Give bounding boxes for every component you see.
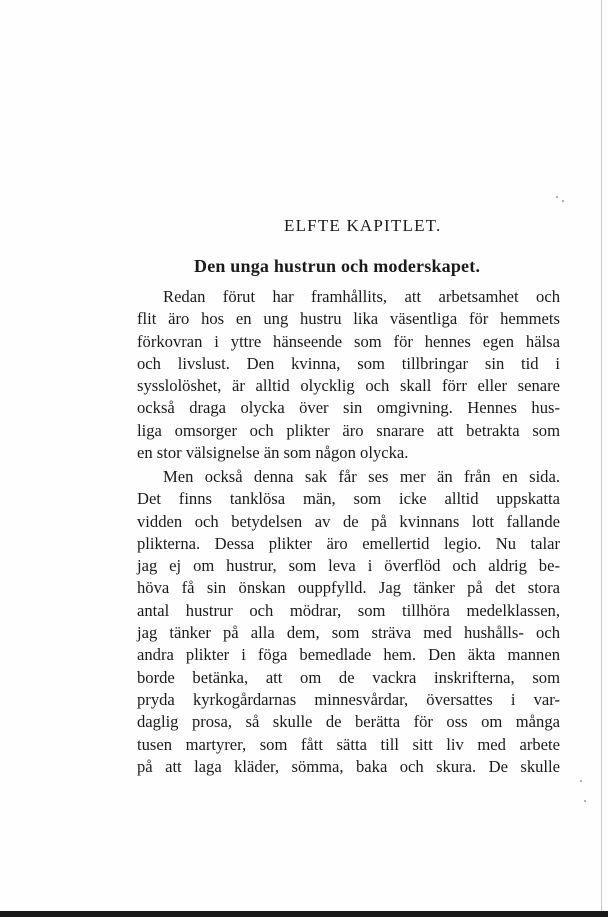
text-line: plikterna. Dessa plikter äro emellertid legio. Nu talar	[137, 533, 560, 553]
page-edge-right	[601, 0, 602, 917]
paper-speck	[580, 780, 582, 782]
text-line: borde betänka, att om de vackra inskrifterna, som	[137, 667, 560, 687]
chapter-heading-text: ELFTE KAPITLET.	[284, 216, 442, 235]
text-line: sysslolöshet, är alltid olycklig och skall förr eller senare	[137, 376, 560, 396]
text-line: också draga olycka över sin omgivning. Hennes hus-	[137, 398, 560, 418]
text-line: Redan förut har framhållits, att arbetsamhet och	[163, 287, 560, 306]
chapter-heading	[0, 216, 608, 236]
text-line: antal hustrur och mödrar, som tillhöra medelklassen,	[137, 600, 560, 620]
text-line: en stor välsignelse än som någon olycka.	[137, 443, 409, 463]
text-line: daglig prosa, så skulle de berätta för oss om många	[137, 712, 560, 732]
text-line: jag tänker på alla dem, som sträva med hushålls- och	[137, 623, 560, 643]
paper-speck	[562, 200, 564, 202]
text-line: Det finns tanklösa män, som icke alltid uppskatta	[137, 489, 560, 509]
text-line: andra plikter i föga bemedlade hem. Den äkta mannen	[137, 645, 560, 665]
text-line: flit äro hos en ung hustru lika väsentliga för hemmets	[137, 309, 560, 329]
text-line: liga omsorger och plikter äro snarare att betrakta som	[137, 420, 560, 440]
text-line: Men också denna sak får ses mer än från en sida.	[163, 467, 560, 486]
paper-speck	[556, 196, 558, 198]
section-title: Den unga hustrun och moderskapet.	[194, 256, 481, 276]
paragraph-1	[137, 286, 560, 464]
text-line: vidden och betydelsen av de på kvinnans lott fallande	[137, 511, 560, 531]
text-line: på att laga kläder, sömma, baka och skura. De skulle	[137, 756, 560, 776]
paper-speck	[584, 800, 586, 802]
page-edge-bottom	[0, 911, 608, 917]
text-line: och livslust. Den kvinna, som tillbringar sin tid i	[137, 353, 560, 373]
text-line: jag ej om hustrur, som leva i överflöd och aldrig be-	[137, 556, 560, 576]
text-line: pryda kyrkogårdarnas minnesvårdar, översattes i var-	[137, 689, 560, 709]
paragraph-2	[137, 466, 560, 778]
text-line: tusen martyrer, som fått sätta till sitt liv med arbete	[137, 734, 560, 754]
text-line: förkovran i yttre hänseende som för hennes egen hälsa	[137, 331, 560, 351]
text-line: höva få sin önskan ouppfylld. Jag tänker på det stora	[137, 578, 560, 598]
